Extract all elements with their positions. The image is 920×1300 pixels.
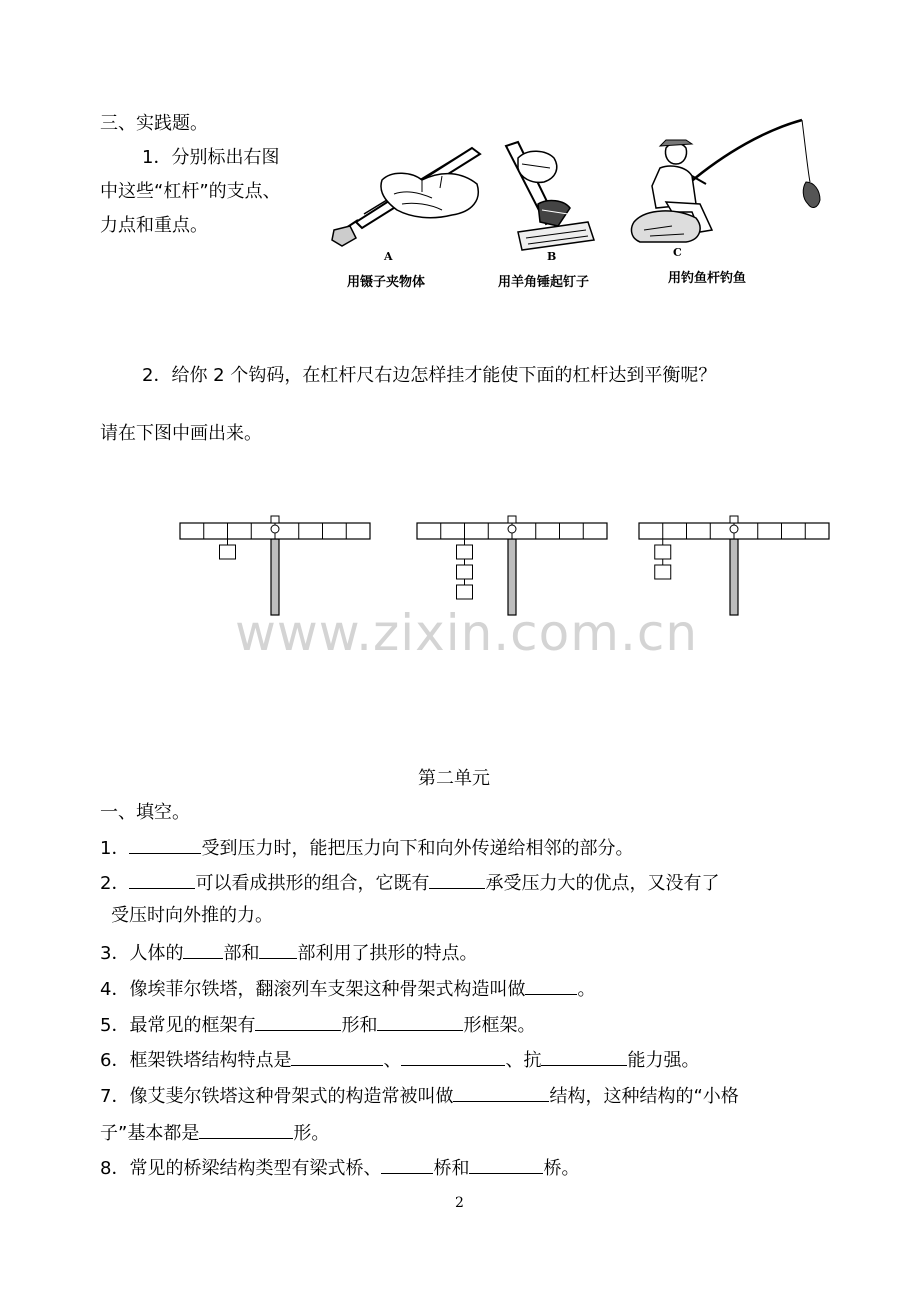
question-text: 部和 bbox=[223, 943, 260, 964]
figure-a-caption: 用镊子夹物体 bbox=[347, 275, 426, 290]
question-text: 受到压力时，能把压力向下和向外传递给相邻的部分。 bbox=[201, 838, 634, 859]
question-2-line-2: 请在下图中画出来。 bbox=[100, 423, 262, 444]
question-text: 框架铁塔结构特点是 bbox=[129, 1050, 292, 1071]
lever-pivot-cap bbox=[508, 516, 516, 523]
figure-b-letter: B bbox=[547, 250, 557, 263]
hook-weight bbox=[457, 585, 473, 599]
question-text: 、抗 bbox=[505, 1050, 542, 1071]
unit2-question-6 bbox=[100, 1047, 699, 1073]
hook-weight bbox=[655, 565, 671, 579]
question-number: 4． bbox=[100, 979, 130, 1000]
fishing-figure bbox=[626, 112, 840, 247]
figure-a-letter: A bbox=[384, 250, 393, 263]
question-number: 8． bbox=[100, 1158, 130, 1179]
tweezers-figure bbox=[322, 140, 492, 255]
watermark: www.zixin.com.cn bbox=[235, 604, 699, 662]
lever-pivot bbox=[508, 525, 516, 533]
question-text: 可以看成拱形的组合，它既有 bbox=[195, 873, 430, 894]
question-text: 最常见的框架有 bbox=[129, 1015, 256, 1036]
question-number: 2． bbox=[100, 873, 130, 894]
question-1-line-2: 中这些“杠杆”的支点、 bbox=[100, 181, 281, 202]
figure-c-letter: C bbox=[673, 246, 682, 259]
question-number: 3． bbox=[100, 943, 130, 964]
figure-c-caption: 用钓鱼杆钓鱼 bbox=[668, 271, 747, 286]
question-text: 形和 bbox=[341, 1015, 378, 1036]
hook-weight bbox=[220, 545, 236, 559]
question-text: 形。 bbox=[293, 1123, 330, 1144]
claw-hammer-icon bbox=[498, 138, 603, 253]
question-text: 像埃菲尔铁塔，翻滚列车支架这种骨架式构造叫做 bbox=[129, 979, 526, 1000]
answer-blank[interactable] bbox=[291, 1047, 383, 1066]
answer-blank[interactable] bbox=[541, 1047, 627, 1066]
unit2-question-5 bbox=[100, 1012, 535, 1038]
question-number: 7． bbox=[100, 1086, 130, 1107]
question-text: 、 bbox=[383, 1050, 402, 1071]
unit2-question-7-cont bbox=[100, 1120, 329, 1146]
page-number: 2 bbox=[455, 1195, 464, 1211]
question-number: 6． bbox=[100, 1050, 130, 1071]
answer-blank[interactable] bbox=[129, 870, 195, 889]
answer-blank[interactable] bbox=[255, 1012, 341, 1031]
answer-blank[interactable] bbox=[401, 1047, 505, 1066]
answer-blank[interactable] bbox=[377, 1012, 463, 1031]
answer-blank[interactable] bbox=[525, 976, 577, 995]
hammer-figure bbox=[498, 138, 603, 253]
figure-b-caption: 用羊角锤起钉子 bbox=[498, 275, 590, 290]
answer-blank[interactable] bbox=[453, 1083, 549, 1102]
question-number: 5． bbox=[100, 1015, 130, 1036]
answer-blank[interactable] bbox=[129, 835, 201, 854]
hook-weight bbox=[457, 545, 473, 559]
question-text: 常见的桥梁结构类型有梁式桥、 bbox=[129, 1158, 382, 1179]
question-text: 承受压力大的优点，又没有了 bbox=[485, 873, 720, 894]
unit2-question-2-cont: 受压时向外推的力。 bbox=[111, 905, 273, 926]
question-text: 像艾斐尔铁塔这种骨架式的构造常被叫做 bbox=[129, 1086, 454, 1107]
question-text: 部利用了拱形的特点。 bbox=[297, 943, 478, 964]
question-text: 结构，这种结构的“小格 bbox=[549, 1086, 739, 1107]
answer-blank[interactable] bbox=[381, 1155, 433, 1174]
answer-blank[interactable] bbox=[429, 870, 485, 889]
answer-blank[interactable] bbox=[469, 1155, 543, 1174]
lever-3 bbox=[639, 516, 829, 615]
unit2-question-3 bbox=[100, 940, 477, 966]
fill-in-heading: 一、填空。 bbox=[100, 802, 190, 823]
unit2-question-7 bbox=[100, 1083, 739, 1109]
tweezers-icon bbox=[322, 140, 492, 255]
lever-1 bbox=[180, 516, 370, 615]
answer-blank[interactable] bbox=[183, 940, 223, 959]
question-number: 1． bbox=[100, 838, 130, 859]
section-heading: 三、实践题。 bbox=[100, 113, 208, 134]
question-text: 子”基本都是 bbox=[100, 1123, 200, 1144]
answer-blank[interactable] bbox=[199, 1120, 293, 1139]
question-text: 。 bbox=[577, 979, 596, 1000]
answer-blank[interactable] bbox=[259, 940, 297, 959]
question-1-line-3: 力点和重点。 bbox=[100, 215, 208, 236]
question-text: 桥和 bbox=[433, 1158, 470, 1179]
hook-weight bbox=[457, 565, 473, 579]
lever-pivot-cap bbox=[730, 516, 738, 523]
unit2-question-2 bbox=[100, 870, 719, 896]
question-text: 桥。 bbox=[543, 1158, 580, 1179]
unit-2-title: 第二单元 bbox=[418, 768, 490, 789]
question-text: 能力强。 bbox=[627, 1050, 700, 1071]
unit2-question-4 bbox=[100, 976, 595, 1002]
unit2-question-1 bbox=[100, 835, 633, 861]
unit2-question-8 bbox=[100, 1155, 579, 1181]
question-text: 人体的 bbox=[129, 943, 184, 964]
fishing-rod-icon bbox=[626, 112, 840, 247]
lever-pivot bbox=[271, 525, 279, 533]
lever-2 bbox=[417, 516, 607, 615]
hook-weight bbox=[655, 545, 671, 559]
lever-pivot-cap bbox=[271, 516, 279, 523]
lever-stand bbox=[730, 539, 738, 615]
question-1-line-1: 1．分别标出右图 bbox=[142, 147, 280, 168]
question-2-line-1: 2．给你 2 个钩码，在杠杆尺右边怎样挂才能使下面的杠杆达到平衡呢？ bbox=[142, 365, 717, 386]
question-text: 形框架。 bbox=[463, 1015, 536, 1036]
lever-pivot bbox=[730, 525, 738, 533]
